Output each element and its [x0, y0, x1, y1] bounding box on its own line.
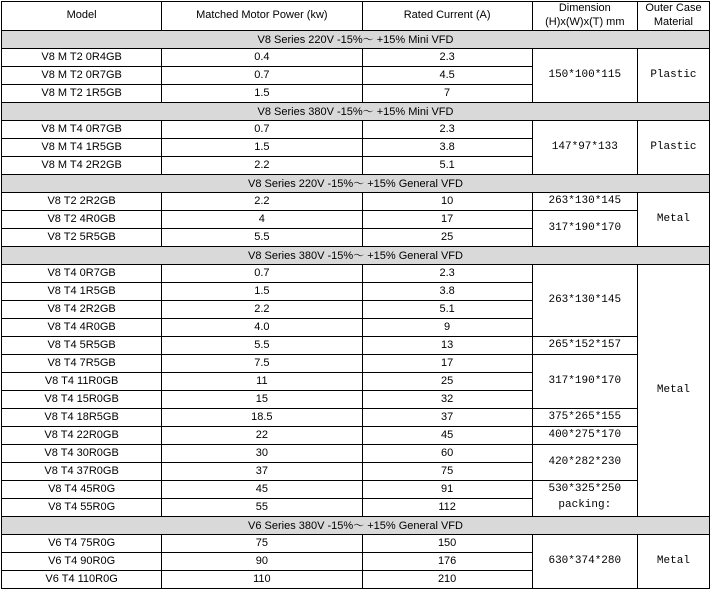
cell-power: 0.7: [162, 120, 362, 138]
cell-dimension: 630*374*280: [532, 534, 637, 588]
column-header-dimension-line2: (H)x(W)x(T) mm: [545, 15, 625, 28]
cell-current: 2.3: [362, 120, 532, 138]
section-title: V8 Series 220V -15%～ +15% General VFD: [2, 174, 710, 192]
cell-current: 150: [362, 534, 532, 552]
cell-current: 112: [362, 498, 532, 516]
cell-current: 75: [362, 462, 532, 480]
cell-current: 91: [362, 480, 532, 498]
cell-current: 4.5: [362, 66, 532, 84]
section-header-row: [2, 246, 710, 264]
cell-model: V8 T2 4R0GB: [2, 210, 162, 228]
cell-model: V8 M T2 0R7GB: [2, 66, 162, 84]
column-header-dimension: [532, 2, 637, 31]
cell-power: 5.5: [162, 336, 362, 354]
cell-model: V6 T4 110R0G: [2, 570, 162, 588]
section-title: V8 Series 380V -15%～ +15% General VFD: [2, 246, 710, 264]
cell-power: 45: [162, 480, 362, 498]
cell-model: V8 T4 45R0G: [2, 480, 162, 498]
cell-dimension: 530*325*250 packing:: [532, 480, 637, 516]
cell-model: V6 T4 75R0G: [2, 534, 162, 552]
cell-current: 7: [362, 84, 532, 102]
cell-model: V8 M T4 1R5GB: [2, 138, 162, 156]
cell-case-material: Metal: [637, 534, 709, 588]
cell-model: V8 M T4 0R7GB: [2, 120, 162, 138]
column-header-case: [637, 2, 709, 31]
cell-current: 3.8: [362, 138, 532, 156]
table-row: [2, 264, 710, 282]
cell-model: V8 T4 0R7GB: [2, 264, 162, 282]
cell-current: 17: [362, 354, 532, 372]
table-row: [2, 120, 710, 138]
column-header-dimension-line1: Dimension: [558, 2, 611, 14]
section-header-row: [2, 30, 710, 48]
table-row: [2, 192, 710, 210]
cell-model: V6 T4 90R0G: [2, 552, 162, 570]
section-header-row: [2, 516, 710, 534]
table-row: [2, 534, 710, 552]
cell-model: V8 T4 15R0GB: [2, 390, 162, 408]
cell-dimension: 400*275*170: [532, 426, 637, 444]
cell-current: 37: [362, 408, 532, 426]
cell-current: 45: [362, 426, 532, 444]
table-header-row: [2, 2, 710, 31]
section-title: V8 Series 220V -15%～ +15% Mini VFD: [2, 30, 710, 48]
cell-model: V8 M T2 0R4GB: [2, 48, 162, 66]
cell-power: 37: [162, 462, 362, 480]
table-body: [2, 30, 710, 588]
section-title: V8 Series 380V -15%～ +15% Mini VFD: [2, 102, 710, 120]
cell-dimension: 263*130*145: [532, 264, 637, 336]
table-row: [2, 480, 710, 498]
table-row: [2, 210, 710, 228]
cell-power: 90: [162, 552, 362, 570]
cell-power: 2.2: [162, 156, 362, 174]
cell-power: 1.5: [162, 84, 362, 102]
cell-dimension: 375*265*155: [532, 408, 637, 426]
column-header-model: Model: [2, 2, 162, 31]
section-title: V6 Series 380V -15%～ +15% General VFD: [2, 516, 710, 534]
cell-current: 210: [362, 570, 532, 588]
cell-model: V8 T4 1R5GB: [2, 282, 162, 300]
cell-model: V8 T4 2R2GB: [2, 300, 162, 318]
cell-current: 10: [362, 192, 532, 210]
cell-model: V8 T4 4R0GB: [2, 318, 162, 336]
cell-power: 30: [162, 444, 362, 462]
cell-dimension: 420*282*230: [532, 444, 637, 480]
cell-dimension: 263*130*145: [532, 192, 637, 210]
table-row: [2, 336, 710, 354]
cell-current: 176: [362, 552, 532, 570]
cell-model: V8 T4 5R5GB: [2, 336, 162, 354]
cell-power: 0.7: [162, 66, 362, 84]
cell-power: 4: [162, 210, 362, 228]
table-row: [2, 354, 710, 372]
table-row: [2, 426, 710, 444]
cell-power: 1.5: [162, 138, 362, 156]
cell-current: 9: [362, 318, 532, 336]
cell-current: 13: [362, 336, 532, 354]
cell-power: 11: [162, 372, 362, 390]
cell-current: 5.1: [362, 156, 532, 174]
cell-model: V8 T2 2R2GB: [2, 192, 162, 210]
cell-power: 5.5: [162, 228, 362, 246]
cell-power: 4.0: [162, 318, 362, 336]
cell-power: 22: [162, 426, 362, 444]
cell-model: V8 T4 7R5GB: [2, 354, 162, 372]
table-row: [2, 408, 710, 426]
cell-dimension: 265*152*157: [532, 336, 637, 354]
column-header-power: Matched Motor Power (kw): [162, 2, 362, 31]
cell-dimension: 317*190*170: [532, 354, 637, 408]
cell-power: 55: [162, 498, 362, 516]
table-row: [2, 48, 710, 66]
column-header-case-line2: Material: [653, 15, 693, 28]
cell-model: V8 M T2 1R5GB: [2, 84, 162, 102]
cell-case-material: Metal: [637, 192, 709, 246]
cell-current: 5.1: [362, 300, 532, 318]
cell-dimension: 147*97*133: [532, 120, 637, 174]
cell-model: V8 T4 30R0GB: [2, 444, 162, 462]
section-header-row: [2, 102, 710, 120]
cell-power: 2.2: [162, 300, 362, 318]
cell-current: 25: [362, 228, 532, 246]
cell-case-material: Plastic: [637, 48, 709, 102]
cell-model: V8 T2 5R5GB: [2, 228, 162, 246]
cell-power: 15: [162, 390, 362, 408]
cell-current: 32: [362, 390, 532, 408]
cell-current: 17: [362, 210, 532, 228]
column-header-current: Rated Current (A): [362, 2, 532, 31]
cell-model: V8 T4 18R5GB: [2, 408, 162, 426]
cell-model: V8 T4 22R0GB: [2, 426, 162, 444]
cell-case-material: Plastic: [637, 120, 709, 174]
cell-power: 0.7: [162, 264, 362, 282]
cell-model: V8 T4 37R0GB: [2, 462, 162, 480]
cell-power: 0.4: [162, 48, 362, 66]
cell-dimension: 150*100*115: [532, 48, 637, 102]
cell-model: V8 T4 11R0GB: [2, 372, 162, 390]
cell-power: 1.5: [162, 282, 362, 300]
cell-current: 60: [362, 444, 532, 462]
cell-power: 18.5: [162, 408, 362, 426]
cell-current: 2.3: [362, 48, 532, 66]
cell-dimension: 317*190*170: [532, 210, 637, 246]
cell-model: V8 M T4 2R2GB: [2, 156, 162, 174]
cell-model: V8 T4 55R0G: [2, 498, 162, 516]
section-header-row: [2, 174, 710, 192]
cell-power: 7.5: [162, 354, 362, 372]
table-header: [2, 2, 710, 31]
cell-current: 3.8: [362, 282, 532, 300]
specification-table: [1, 1, 710, 589]
cell-current: 2.3: [362, 264, 532, 282]
cell-power: 110: [162, 570, 362, 588]
table-row: [2, 444, 710, 462]
cell-current: 25: [362, 372, 532, 390]
column-header-case-line1: Outer Case: [645, 2, 702, 14]
cell-power: 2.2: [162, 192, 362, 210]
cell-power: 75: [162, 534, 362, 552]
cell-case-material: Metal: [637, 264, 709, 516]
